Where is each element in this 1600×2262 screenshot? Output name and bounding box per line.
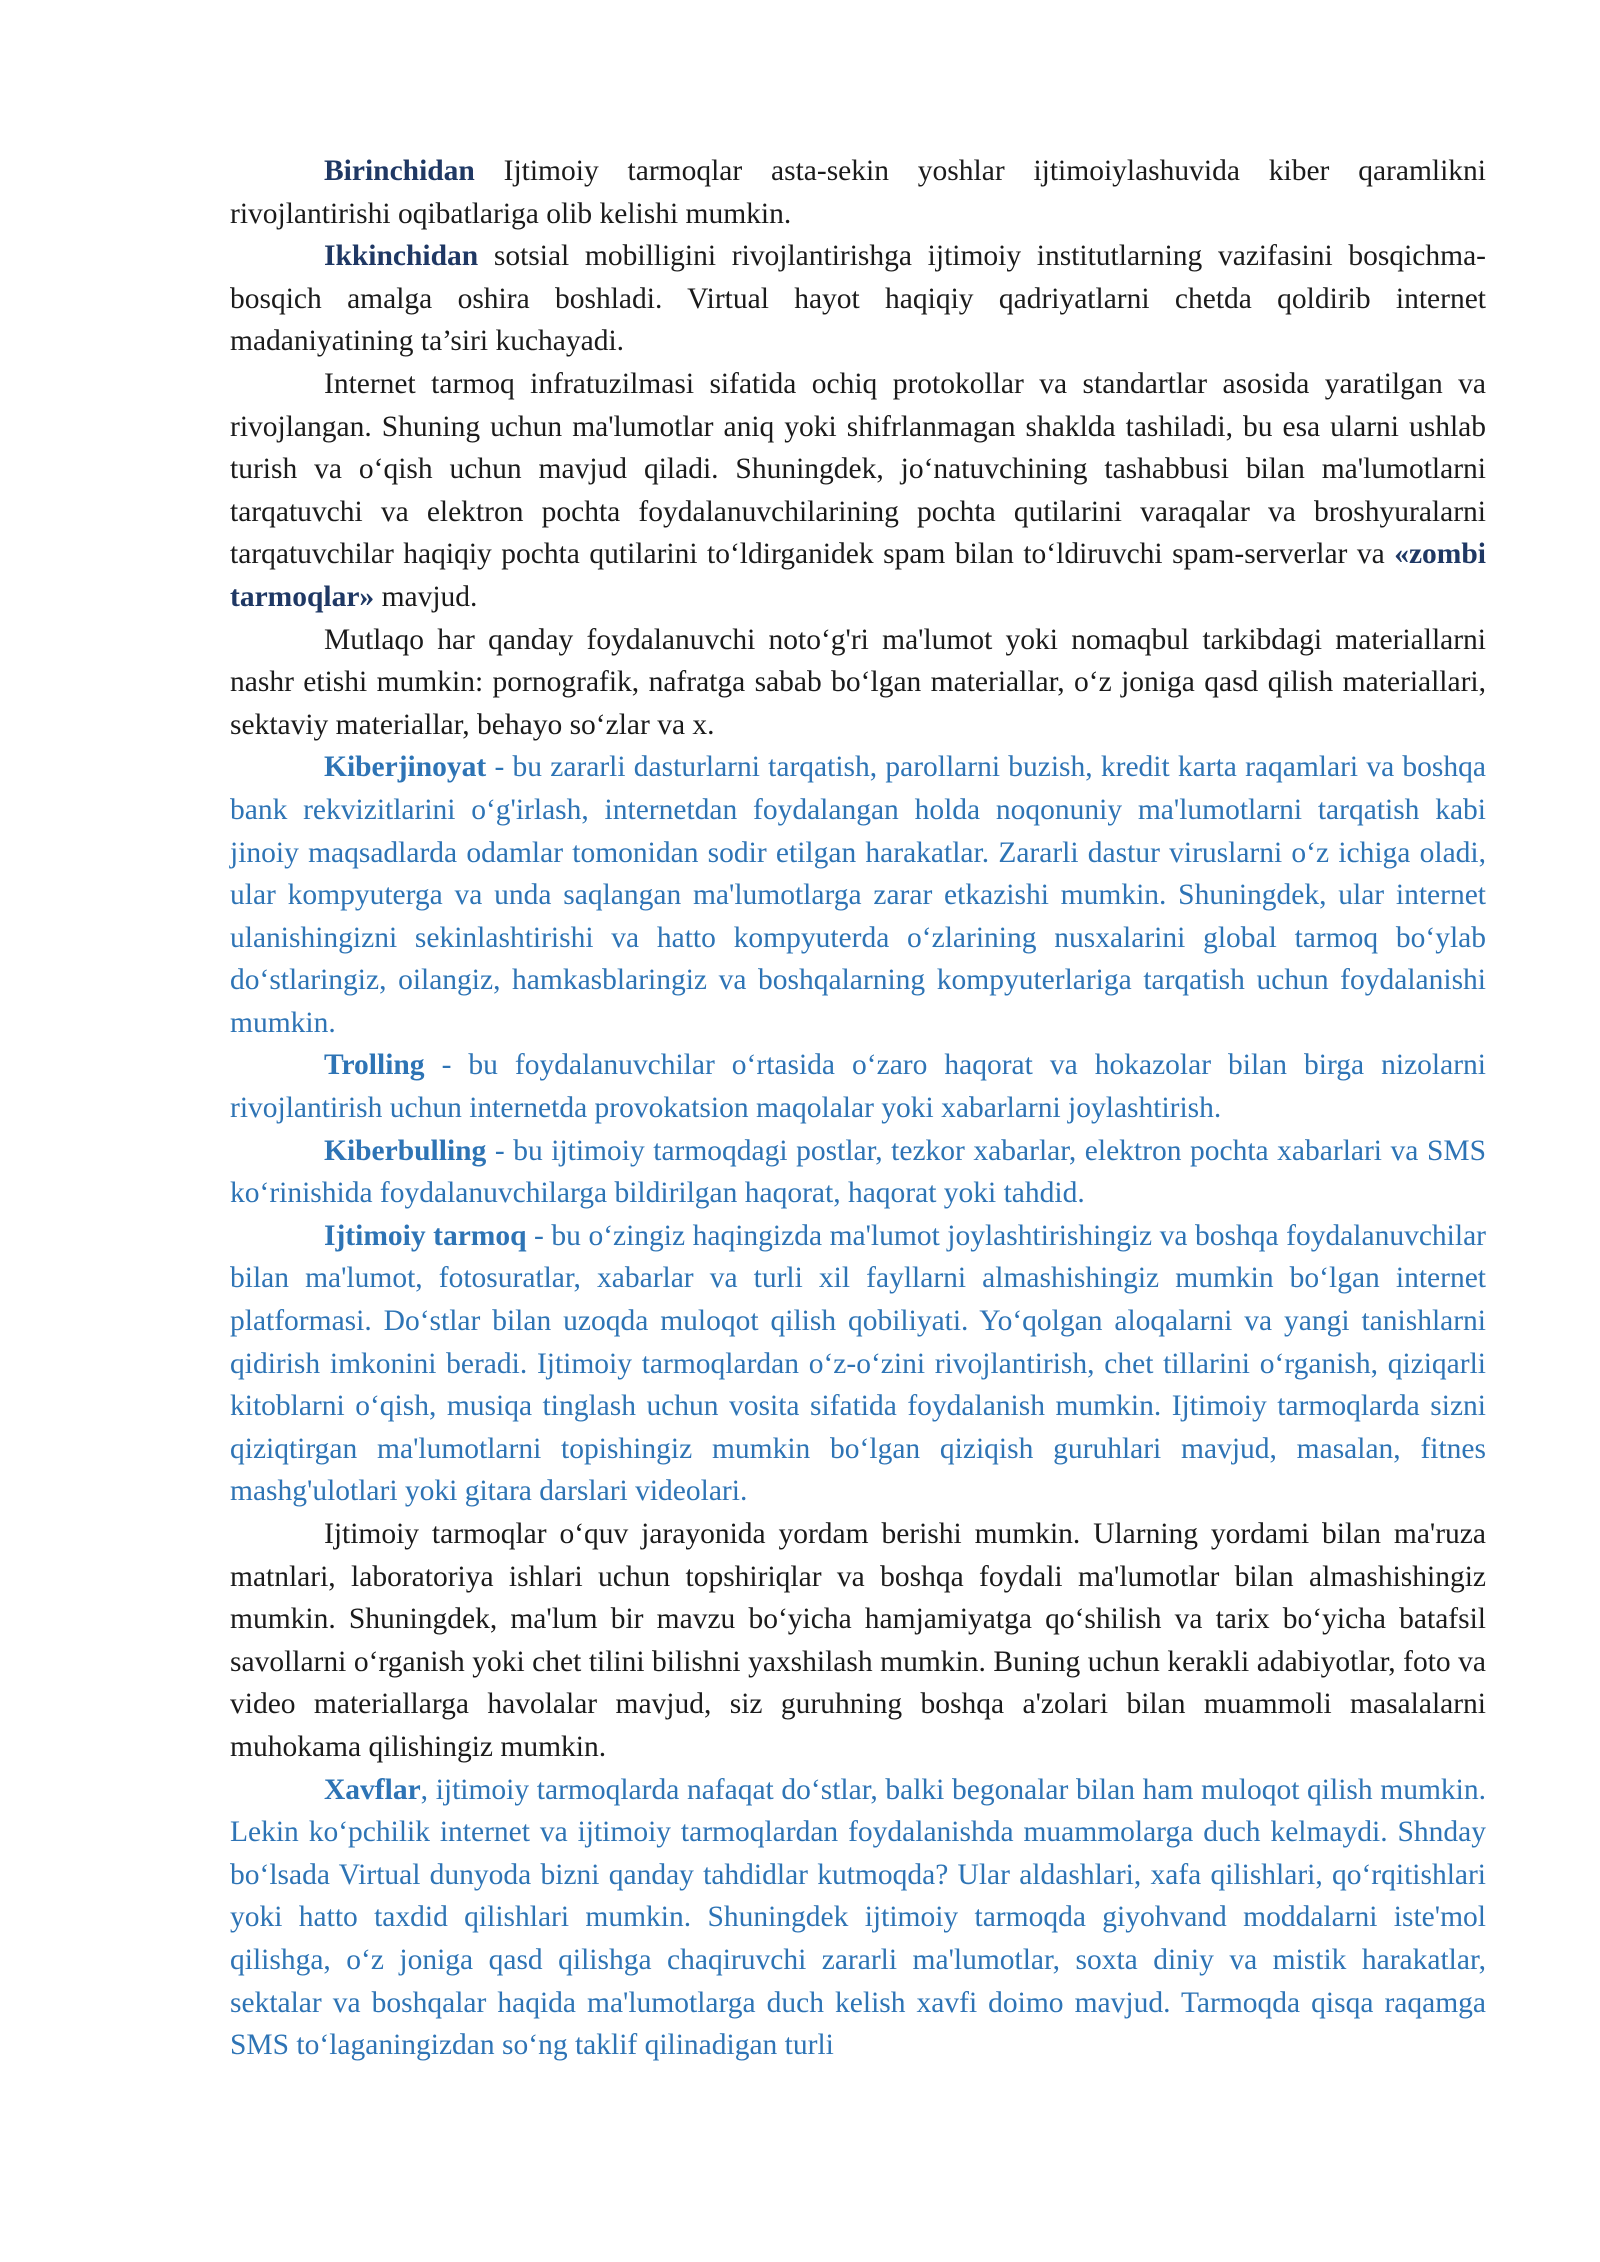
term-zombi-tarmoqlar: «zombi tarmoqlar» — [230, 538, 1486, 613]
paragraph-oquv-jarayoni — [230, 1513, 1486, 1769]
paragraph-text: , ijtimoiy tarmoqlarda nafaqat do‘stlar, balki begonalar bilan ham muloqot qilish mumkin. Lekin ko‘pchilik internet va ijtimoiy tarmoqlardan foydalanishda muammolarga duch kelmaydi. Shnday bo‘lsada Virtual dunyoda bizni qanday tahdidlar kutmoqda? Ular aldashlari, xafa qilishlari, qo‘rqitishlari yoki hatto taxdid qilishlari mumkin. Shuningdek ijtimoiy tarmoqda giyohvand moddalarni iste'mol qilishga, o‘z joniga qasd qilishga chaqiruvchi zararli ma'lumotlar, soxta diniy va mistik harakatlar, sektalar va boshqalar haqida ma'lumotlarga duch kelish xavfi doimo mavjud. Tarmoqda qisqa raqamga SMS to‘laganingizdan so‘ng taklif qilinadigan turli — [230, 1773, 1486, 2062]
paragraph-kiberbulling — [230, 1130, 1486, 1215]
term-trolling: Trolling — [324, 1049, 425, 1082]
paragraph-text: Internet tarmoq infratuzilmasi sifatida ochiq protokollar va standartlar asosida yaratilgan va rivojlangan. Shuning uchun ma'lumotlar aniq yoki shifrlanmagan shaklda tashiladi, bu esa ularni ushlab turish va o‘qish uchun mavjud qiladi. Shuningdek, jo‘natuvchining tashabbusi bilan ma'lumotlarni tarqatuvchi va elektron pochta foydalanuvchilarining pochta qutilarini varaqalar va broshyuralarni tarqatuvchilar haqiqiy pochta qutilarini to‘ldirganidek spam bilan to‘ldiruvchi spam-serverlar va — [230, 367, 1486, 571]
term-xavflar: Xavflar — [324, 1773, 421, 1806]
term-ijtimoiy-tarmoq: Ijtimoiy tarmoq — [324, 1219, 527, 1252]
term-birinchidan: Birinchidan — [324, 155, 475, 187]
term-kiberjinoyat: Kiberjinoyat — [324, 751, 487, 784]
paragraph-text: mavjud. — [374, 580, 478, 613]
paragraph-text: - bu zararli dasturlarni tarqatish, parollarni buzish, kredit karta raqamlari va boshqa bank rekvizitlarini o‘g'irlash, internetdan foydalangan holda noqonuniy ma'lumotlarni tarqatish kabi jinoiy maqsadlarda odamlar tomonidan sodir etilgan harakatlar. Zararli dastur viruslarni o‘z ichiga oladi, ular kompyuterga va unda saqlangan ma'lumotlarga zarar etkazishi mumkin. Shuningdek, ular internet ulanishingizni sekinlashtirishi va hatto kompyuterda o‘zlarining nusxalarini global tarmoq bo‘ylab do‘stlaringiz, oilangiz, hamkasblaringiz va boshqalarning kompyuterlariga tarqatish uchun foydalanishi mumkin. — [230, 751, 1486, 1039]
paragraph-text: Ijtimoiy tarmoqlar asta-sekin yoshlar ijtimoiylashuvida kiber qaramlikni rivojlantirishi oqibatlariga olib kelishi mumkin. — [230, 155, 1486, 230]
paragraph-kiberjinoyat — [230, 746, 1486, 1044]
paragraph-birinchidan — [230, 150, 1486, 235]
paragraph-mutlaqo — [230, 619, 1486, 747]
paragraph-text: sotsial mobilligini rivojlantirishga ijtimoiy institutlarning vazifasini bosqichma-bosqich amalga oshira boshladi. Virtual hayot haqiqiy qadriyatlarni chetda qoldirib internet madaniyatining ta’siri kuchayadi. — [230, 240, 1486, 358]
paragraph-text: - bu foydalanuvchilar o‘rtasida o‘zaro haqorat va hokazolar bilan birga nizolarni rivojlantirish uchun internetda provokatsion maqolalar yoki xabarlarni joylashtirish. — [230, 1049, 1486, 1125]
paragraph-ikkinchidan — [230, 235, 1486, 363]
paragraph-text: - bu o‘zingiz haqingizda ma'lumot joylashtirishingiz va boshqa foydalanuvchilar bilan ma'lumot, fotosuratlar, xabarlar va turli xil fayllarni almashishingiz mumkin bo‘lgan internet platformasi. Do‘stlar bilan uzoqda muloqot qilish qobiliyati. Yo‘qolgan aloqalarni va yangi tanishlarni qidirish imkonini beradi. Ijtimoiy tarmoqlardan o‘z-o‘zini rivojlantirish, chet tillarini o‘rganish, qiziqarli kitoblarni o‘qish, musiqa tinglash uchun vosita sifatida foydalanish mumkin. Ijtimoiy tarmoqlarda sizni qiziqtirgan ma'lumotlarni topishingiz mumkin bo‘lgan qiziqish guruhlari mavjud, masalan, fitnes mashg'ulotlari yoki gitara darslari videolari. — [230, 1219, 1486, 1508]
paragraph-text: Mutlaqo har qanday foydalanuvchi noto‘g'ri ma'lumot yoki nomaqbul tarkibdagi materiallarni nashr etishi mumkin: pornografik, nafratga sabab bo‘lgan materiallar, o‘z joniga qasd qilish materiallari, sektaviy materiallar, behayo so‘zlar va x. — [230, 623, 1486, 741]
paragraph-ijtimoiy-tarmoq — [230, 1215, 1486, 1513]
paragraph-xavflar — [230, 1769, 1486, 2067]
term-ikkinchidan: Ikkinchidan — [324, 240, 479, 273]
paragraph-internet-infrastructure — [230, 363, 1486, 619]
term-kiberbulling: Kiberbulling — [324, 1134, 487, 1167]
document-page — [230, 150, 1486, 2067]
paragraph-text: Ijtimoiy tarmoqlar o‘quv jarayonida yordam berishi mumkin. Ularning yordami bilan ma'ruza matnlari, laboratoriya ishlari uchun topshiriqlar va boshqa foydali ma'lumotlar bilan almashishingiz mumkin. Shuningdek, ma'lum bir mavzu bo‘yicha hamjamiyatga qo‘shilish va tarix bo‘yicha batafsil savollarni o‘rganish yoki chet tilini bilishni yaxshilash mumkin. Buning uchun kerakli adabiyotlar, foto va video materiallarga havolalar mavjud, siz guruhning boshqa a'zolari bilan muammoli masalalarni muhokama qilishingiz mumkin. — [230, 1518, 1486, 1763]
paragraph-trolling — [230, 1044, 1486, 1129]
paragraph-text: - bu ijtimoiy tarmoqdagi postlar, tezkor xabarlar, elektron pochta xabarlari va SMS ko‘rinishida foydalanuvchilarga bildirilgan haqorat, haqorat yoki tahdid. — [230, 1134, 1486, 1210]
